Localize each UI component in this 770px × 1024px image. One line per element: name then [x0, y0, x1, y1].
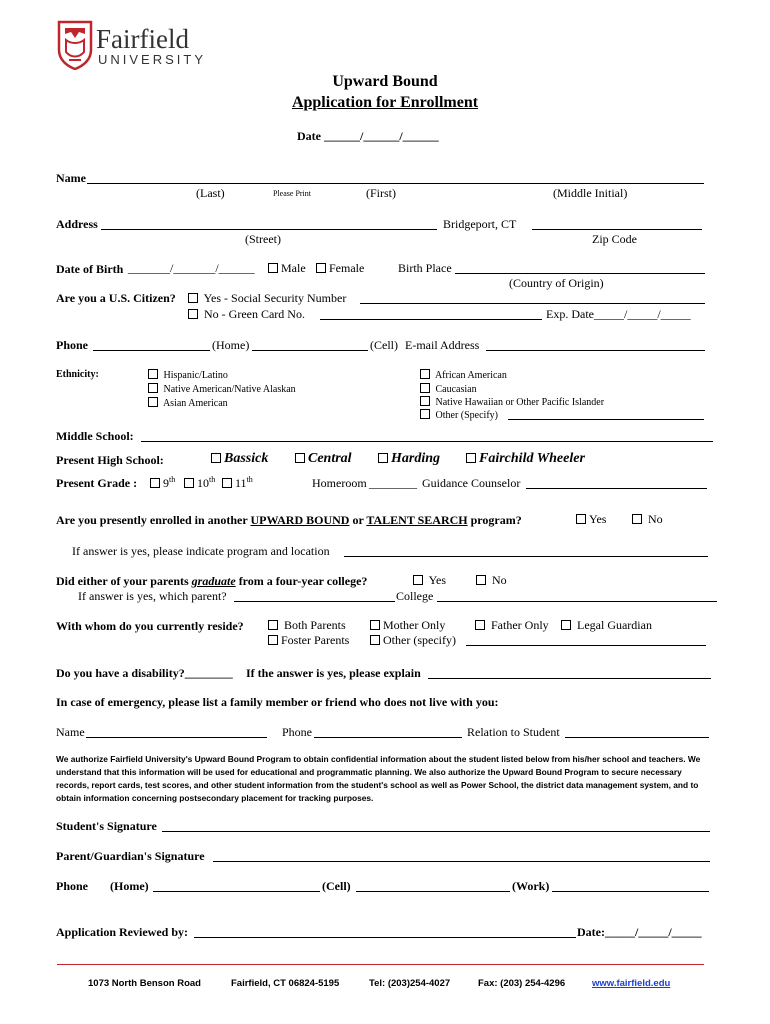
college-label: College: [396, 589, 434, 603]
name-label: Name: [56, 171, 86, 185]
reside-checkbox[interactable]: [370, 635, 380, 645]
logo-subtitle: UNIVERSITY: [98, 52, 207, 67]
enrolled-no-label: No: [648, 512, 663, 526]
grade-checkbox[interactable]: [222, 478, 232, 488]
address-label: Address: [56, 217, 98, 231]
graduate-word: graduate: [191, 574, 236, 588]
graduate-text: Did either of your parents: [56, 574, 189, 588]
counselor-input[interactable]: [526, 477, 707, 489]
disability-explain-input[interactable]: [428, 667, 711, 679]
enrolled-no-option[interactable]: [632, 513, 663, 525]
email-label: E-mail Address: [405, 338, 480, 352]
grade-option[interactable]: [184, 476, 215, 489]
school-option[interactable]: [295, 452, 352, 466]
college-input[interactable]: [437, 590, 717, 602]
male-option[interactable]: [268, 262, 306, 274]
enrolled-yes-option[interactable]: [576, 513, 606, 525]
citizen-yes-option[interactable]: [188, 292, 346, 304]
country-caption: (Country of Origin): [509, 276, 604, 290]
phone2-cell-input[interactable]: [356, 880, 510, 892]
grade-option[interactable]: [222, 476, 253, 489]
school-option[interactable]: [466, 452, 585, 466]
exp-date-field[interactable]: Exp. Date_____/_____/_____: [546, 307, 691, 321]
reside-option-label: Mother Only: [383, 618, 446, 632]
ssn-input[interactable]: [360, 292, 705, 304]
name-input[interactable]: [87, 172, 704, 184]
form-subtitle: Application for Enrollment: [291, 94, 479, 111]
graduate-yes-option[interactable]: [413, 574, 446, 586]
phone2-label: Phone: [56, 879, 89, 893]
birth-place-input[interactable]: [455, 262, 705, 274]
grade-option-label: 10: [197, 476, 209, 490]
footer-address: 1073 North Benson Road: [88, 978, 201, 989]
enrolled-question: [56, 514, 522, 526]
reside-checkbox[interactable]: [268, 635, 278, 645]
school-checkbox[interactable]: [295, 453, 305, 463]
school-checkbox[interactable]: [211, 453, 221, 463]
please-print-caption: Please Print: [273, 189, 311, 198]
city-text: Bridgeport, CT: [443, 217, 517, 231]
footer-city: Fairfield, CT 06824-5195: [231, 978, 340, 989]
dob-label: Date of Birth: [56, 262, 124, 276]
contact-phone-label: Phone: [282, 725, 312, 739]
cell-phone-input[interactable]: [252, 339, 368, 351]
ethnicity-checkbox[interactable]: [148, 383, 158, 393]
citizen-no-option[interactable]: [188, 308, 305, 320]
ordinal-suffix: th: [246, 475, 253, 484]
grade-label: Present Grade :: [56, 476, 138, 490]
reside-other-input[interactable]: [466, 634, 706, 646]
phone-label: Phone: [56, 338, 89, 352]
female-checkbox[interactable]: [316, 263, 326, 273]
phone2-work-caption: (Work): [512, 879, 550, 893]
grade-option-label: 9: [163, 476, 169, 490]
ethnicity-checkbox[interactable]: [420, 396, 430, 406]
enrolled-yes-checkbox[interactable]: [576, 514, 586, 524]
ethnicity-option-label: Other (Specify): [435, 410, 498, 421]
phone2-home-caption: (Home): [110, 879, 149, 893]
enrolled-no-checkbox[interactable]: [632, 514, 642, 524]
reside-option-label: Other (specify): [383, 633, 456, 647]
parent-signature-label: Parent/Guardian's Signature: [56, 849, 205, 863]
emergency-heading: In case of emergency, please list a family member or friend who does not live with you:: [56, 695, 499, 709]
relation-input[interactable]: [565, 726, 709, 738]
reside-option[interactable]: [268, 619, 346, 631]
contact-name-input[interactable]: [86, 726, 267, 738]
ethnicity-option[interactable]: [420, 409, 498, 421]
ethnicity-checkbox[interactable]: [148, 369, 158, 379]
citizen-no-checkbox[interactable]: [188, 309, 198, 319]
student-signature-label: Student's Signature: [56, 819, 157, 833]
ethnicity-option[interactable]: [420, 383, 477, 395]
graduate-no-label: No: [492, 573, 507, 587]
ordinal-suffix: th: [209, 475, 216, 484]
graduate-no-checkbox[interactable]: [476, 575, 486, 585]
ethnicity-option[interactable]: [420, 369, 507, 381]
graduate-yes-label: Yes: [428, 573, 447, 587]
citizen-no-label: No - Green Card No.: [204, 307, 305, 321]
reside-checkbox[interactable]: [268, 620, 278, 630]
school-option[interactable]: [211, 452, 268, 466]
reside-checkbox[interactable]: [370, 620, 380, 630]
reside-option[interactable]: [370, 619, 445, 631]
school-option-label: Harding: [391, 451, 441, 466]
grade-option-label: 11: [235, 476, 247, 490]
citizen-yes-label: Yes - Social Security Number: [203, 291, 347, 305]
grade-checkbox[interactable]: [150, 478, 160, 488]
program-location-input[interactable]: [344, 545, 708, 557]
reviewed-date-field[interactable]: Date:_____/_____/_____: [577, 925, 702, 939]
reside-option[interactable]: [370, 634, 456, 646]
graduate-yes-checkbox[interactable]: [413, 575, 423, 585]
ethnicity-other-input[interactable]: [508, 408, 704, 420]
street-caption: (Street): [245, 232, 281, 246]
citizen-label: Are you a U.S. Citizen?: [56, 291, 176, 305]
reside-checkbox[interactable]: [561, 620, 571, 630]
contact-phone-input[interactable]: [314, 726, 462, 738]
birth-place-label: Birth Place: [398, 261, 452, 275]
green-card-input[interactable]: [320, 308, 542, 320]
grade-option[interactable]: [150, 476, 175, 489]
school-option[interactable]: [378, 452, 440, 466]
reside-option[interactable]: [475, 619, 549, 631]
male-label: Male: [281, 261, 306, 275]
name-last-caption: (Last): [196, 186, 225, 200]
reviewed-input[interactable]: [194, 926, 576, 938]
school-option-label: Fairchild Wheeler: [479, 451, 585, 466]
zip-input[interactable]: [532, 218, 702, 230]
disability-label: Do you have a disability?________: [56, 666, 233, 680]
program-text: program?: [470, 513, 522, 527]
form-title: Upward Bound: [332, 73, 438, 90]
home-caption: (Home): [212, 338, 250, 352]
dob-input[interactable]: _______/_______/______: [128, 261, 255, 275]
ethnicity-option[interactable]: [148, 369, 228, 381]
which-parent-label: If answer is yes, which parent?: [78, 589, 227, 603]
ethnicity-label: Ethnicity:: [56, 369, 99, 380]
name-first-caption: (First): [366, 186, 396, 200]
or-text: or: [352, 513, 364, 527]
footer-website-link[interactable]: www.fairfield.edu: [592, 978, 671, 989]
upward-bound-text: UPWARD BOUND: [250, 513, 350, 527]
reviewed-label: Application Reviewed by:: [56, 925, 188, 939]
homeroom-label: Homeroom: [312, 476, 367, 490]
reside-label: With whom do you currently reside?: [56, 619, 244, 633]
reside-option-label: Both Parents: [284, 618, 346, 632]
authorization-paragraph: We authorize Fairfield University's Upward Bound Program to obtain confidential information about the student listed below from his/her school and teachers. We understand that this information will be used for educational and programmatic planning. We also authorize the Upward Bound Program to secure necessary records, report cards, test scores, and other student information from the student's school as well as Power School, the district data management system, and to obtain information concerning postsecondary placement for tracking purposes.: [56, 754, 701, 803]
ethnicity-option-label: Asian American: [162, 398, 228, 409]
female-label: Female: [329, 261, 365, 275]
school-checkbox[interactable]: [378, 453, 388, 463]
ethnicity-option[interactable]: [420, 396, 604, 408]
school-option-label: Bassick: [224, 451, 269, 466]
college-text: from a four-year college?: [238, 574, 368, 588]
reside-option[interactable]: [268, 634, 349, 646]
enrolled-text: Are you presently enrolled in another: [56, 513, 248, 527]
graduate-no-option[interactable]: [476, 574, 507, 586]
ethnicity-option-label: African American: [434, 370, 507, 381]
footer-divider: [57, 964, 704, 965]
reside-option[interactable]: [561, 619, 652, 631]
male-checkbox[interactable]: [268, 263, 278, 273]
reside-option-label: Foster Parents: [281, 633, 350, 647]
home-phone-input[interactable]: [93, 339, 210, 351]
ordinal-suffix: th: [169, 475, 176, 484]
footer-tel: Tel: (203)254-4027: [369, 978, 451, 989]
email-input[interactable]: [486, 339, 705, 351]
cell-caption: (Cell): [370, 338, 398, 352]
street-input[interactable]: [101, 218, 437, 230]
reside-option-label: Father Only: [491, 618, 549, 632]
reside-option-label: Legal Guardian: [577, 618, 652, 632]
phone2-cell-caption: (Cell): [322, 879, 351, 893]
ethnicity-checkbox[interactable]: [420, 369, 430, 379]
ethnicity-option[interactable]: [148, 397, 228, 409]
logo-name: Fairfield: [96, 24, 189, 54]
parent-signature-input[interactable]: [213, 850, 710, 862]
shield-logo-icon: [57, 20, 93, 70]
phone2-work-input[interactable]: [552, 880, 709, 892]
student-signature-input[interactable]: [162, 820, 710, 832]
middle-school-input[interactable]: [141, 430, 713, 442]
ethnicity-option-label: Hispanic/Latino: [163, 370, 228, 381]
citizen-yes-checkbox[interactable]: [188, 293, 198, 303]
high-school-label: Present High School:: [56, 453, 164, 467]
ethnicity-option-label: Native Hawaiian or Other Pacific Islander: [435, 397, 605, 408]
date-field[interactable]: Date ______/______/______: [297, 129, 439, 143]
ethnicity-option[interactable]: [148, 383, 296, 395]
ethnicity-option-label: Caucasian: [435, 384, 477, 395]
footer-fax: Fax: (203) 254-4296: [478, 978, 566, 989]
phone2-home-input[interactable]: [153, 880, 320, 892]
ethnicity-checkbox[interactable]: [420, 409, 430, 419]
counselor-label: Guidance Counselor: [422, 476, 521, 490]
enrolled-yes-label: Yes: [589, 512, 607, 526]
ethnicity-checkbox[interactable]: [420, 383, 430, 393]
program-location-label: If answer is yes, please indicate program and location: [72, 544, 330, 558]
reside-checkbox[interactable]: [475, 620, 485, 630]
ethnicity-checkbox[interactable]: [148, 397, 158, 407]
female-option[interactable]: [316, 262, 364, 274]
talent-search-text: TALENT SEARCH: [366, 513, 468, 527]
zip-caption: Zip Code: [592, 232, 637, 246]
graduate-question: [56, 575, 367, 587]
which-parent-input[interactable]: [234, 590, 395, 602]
school-checkbox[interactable]: [466, 453, 476, 463]
school-option-label: Central: [308, 451, 352, 466]
relation-label: Relation to Student: [467, 725, 560, 739]
homeroom-input[interactable]: ________: [369, 476, 417, 490]
grade-checkbox[interactable]: [184, 478, 194, 488]
ethnicity-option-label: Native American/Native Alaskan: [163, 384, 296, 395]
disability-explain-label: If the answer is yes, please explain: [246, 666, 421, 680]
name-middle-caption: (Middle Initial): [553, 186, 628, 200]
middle-school-label: Middle School:: [56, 429, 134, 443]
contact-name-label: Name: [56, 725, 85, 739]
